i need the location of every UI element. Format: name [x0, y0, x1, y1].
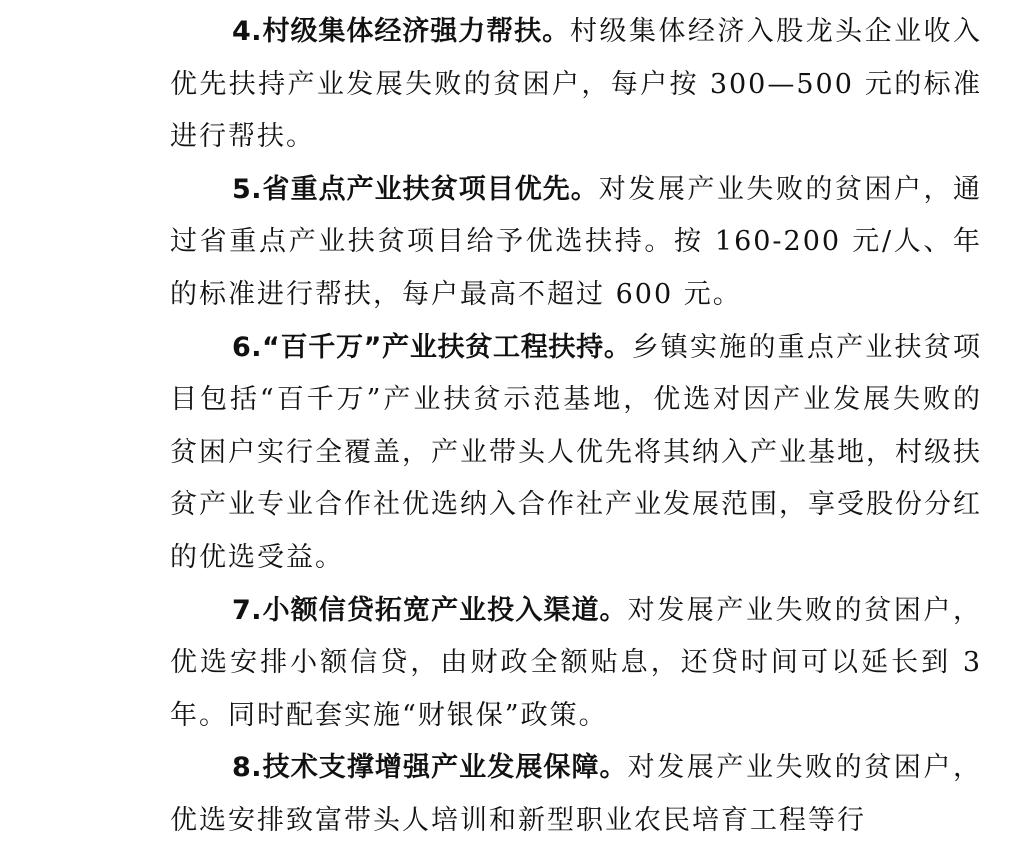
paragraph-text: 对发展产业失败的贫困户，优选安排小额信贷，由财政全额贴息，还贷时间可以延长到 3 年。同时配套实施“财银保”政策。	[170, 594, 982, 731]
paragraph-5	[170, 164, 982, 322]
paragraph-7	[170, 585, 982, 743]
paragraph-6	[170, 322, 982, 585]
paragraph-8	[170, 742, 982, 847]
paragraph-text: 乡镇实施的重点产业扶贫项目包括“百千万”产业扶贫示范基地，优选对因产业发展失败的贫困户实行全覆盖，产业带头人优先将其纳入产业基地，村级扶贫产业专业合作社优选纳入合作社产业发展范围，享受股份分红的优选受益。	[170, 331, 982, 573]
paragraph-heading: 7.小额信贷拓宽产业投入渠道。	[232, 594, 628, 626]
paragraph-text: 对发展产业失败的贫困户，优选安排致富带头人培训和新型职业农民培育工程等行	[170, 752, 982, 836]
paragraph-heading: 8.技术支撑增强产业发展保障。	[232, 752, 628, 784]
paragraph-heading: 5.省重点产业扶贫项目优先。	[232, 173, 599, 205]
paragraph-4	[170, 6, 982, 164]
paragraph-heading: 6.“百千万”产业扶贫工程扶持。	[232, 331, 632, 363]
paragraph-text: 村级集体经济入股龙头企业收入优先扶持产业发展失败的贫困户，每户按 300—500 元的标准进行帮扶。	[170, 16, 983, 153]
paragraph-heading: 4.村级集体经济强力帮扶。	[232, 16, 571, 47]
document-page	[170, 6, 982, 848]
paragraph-text: 对发展产业失败的贫困户，通过省重点产业扶贫项目给予优选扶持。按 160-200 元/人、年的标准进行帮扶，每户最高不超过 600 元。	[170, 173, 982, 310]
